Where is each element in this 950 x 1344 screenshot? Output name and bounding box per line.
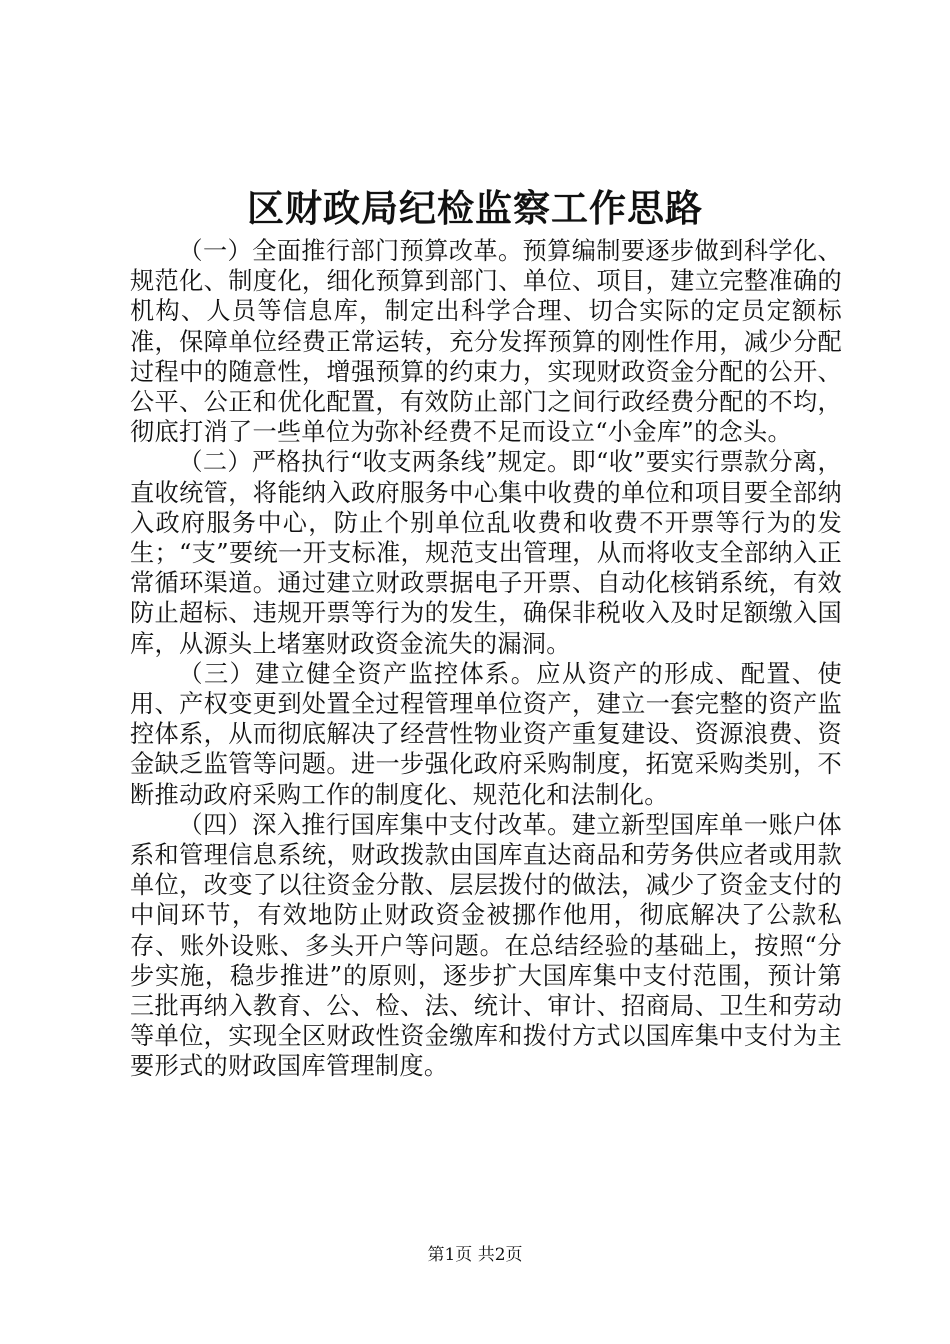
document-body — [130, 236, 842, 1082]
paragraph-3: （三）建立健全资产监控体系。应从资产的形成、配置、使用、产权变更到处置全过程管理单位资产，建立一套完整的资产监控体系，从而彻底解决了经营性物业资产重复建设、资源浪费、资金缺乏监管等问题。进一步强化政府采购制度，拓宽采购类别，不断推动政府采购工作的制度化、规范化和法制化。 — [130, 659, 842, 809]
paragraph-2: （二）严格执行“收支两条线”规定。即“收”要实行票款分离，直收统管，将能纳入政府服务中心集中收费的单位和项目要全部纳入政府服务中心，防止个别单位乱收费和收费不开票等行为的发生；“支”要统一开支标准，规范支出管理，从而将收支全部纳入正常循环渠道。通过建立财政票据电子开票、自动化核销系统，有效防止超标、违规开票等行为的发生，确保非税收入及时足额缴入国库，从源头上堵塞财政资金流失的漏洞。 — [130, 448, 842, 658]
paragraph-4: （四）深入推行国库集中支付改革。建立新型国库单一账户体系和管理信息系统，财政拨款由国库直达商品和劳务供应者或用款单位，改变了以往资金分散、层层拨付的做法，减少了资金支付的中间环节，有效地防止财政资金被挪作他用，彻底解决了公款私存、账外设账、多头开户等问题。在总结经验的基础上，按照“分步实施，稳步推进”的原则，逐步扩大国库集中支付范围，预计第三批再纳入教育、公、检、法、统计、审计、招商局、卫生和劳动等单位，实现全区财政性资金缴库和拨付方式以国库集中支付为主要形式的财政国库管理制度。 — [130, 810, 842, 1081]
paragraph-1: （一）全面推行部门预算改革。预算编制要逐步做到科学化、规范化、制度化，细化预算到部门、单位、项目，建立完整准确的机构、人员等信息库，制定出科学合理、切合实际的定员定额标准，保障单位经费正常运转，充分发挥预算的刚性作用，减少分配过程中的随意性，增强预算的约束力，实现财政资金分配的公开、公平、公正和优化配置，有效防止部门之间行政经费分配的不均，彻底打消了一些单位为弥补经费不足而设立“小金库”的念头。 — [130, 237, 842, 447]
page-number-footer: 第1页 共2页 — [427, 1245, 523, 1265]
page-title: 区财政局纪检监察工作思路 — [247, 186, 703, 230]
